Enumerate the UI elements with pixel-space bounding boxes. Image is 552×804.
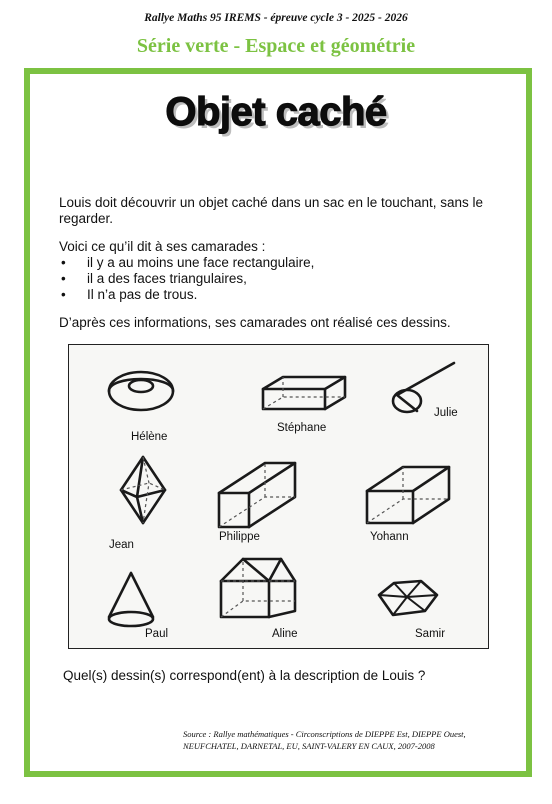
drawings-svg xyxy=(69,345,490,650)
box-drawing xyxy=(367,467,449,523)
after-paragraph: D’après ces informations, ses camarades ont réalisé ces dessins. xyxy=(59,315,451,330)
series-title: Série verte - Espace et géométrie xyxy=(136,35,416,57)
drawing-label-jean: Jean xyxy=(109,539,134,551)
pyramid-drawing xyxy=(379,581,437,615)
page-title: Objet caché xyxy=(165,90,387,134)
clue-list xyxy=(59,255,314,303)
intro-paragraph: Louis doit découvrir un objet caché dans un sac en le touchant, sans le regarder. xyxy=(59,195,484,226)
torus-drawing xyxy=(109,372,173,410)
drawing-label-samir: Samir xyxy=(415,628,446,640)
octahedron-drawing xyxy=(121,457,165,523)
house-solid-drawing xyxy=(221,559,295,617)
says-paragraph: Voici ce qu’il dit à ses camarades : xyxy=(59,239,266,254)
source-text: Rallye mathématiques - Circonscriptions de DIEPPE Est, DIEPPE Ouest, NEUFCHATEL, DARNETAL, EU, SAINT-VALERY EN CAUX, 2007-2008 xyxy=(183,729,466,751)
clue-item: • il a des faces triangulaires, xyxy=(59,271,314,287)
drawing-label-stephane: Stéphane xyxy=(277,422,327,434)
clue-item: • Il n’a pas de trous. xyxy=(59,287,314,303)
cone-drawing xyxy=(109,573,153,626)
drawings-figure xyxy=(68,344,489,649)
drawing-label-helene: Hélène xyxy=(131,431,168,443)
drawing-label-yohann: Yohann xyxy=(370,531,409,543)
header-top-line: Rallye Maths 95 IREMS - épreuve cycle 3 - 2025 - 2026 xyxy=(144,12,408,24)
drawing-label-philippe: Philippe xyxy=(219,531,260,543)
source-citation xyxy=(183,728,513,752)
question-text: Quel(s) dessin(s) correspond(ent) à la description de Louis ? xyxy=(63,668,426,683)
drawing-label-aline: Aline xyxy=(272,628,298,640)
cone-lying-drawing xyxy=(393,363,454,412)
drawing-label-paul: Paul xyxy=(145,628,169,640)
tilted-prism-drawing xyxy=(219,463,295,527)
clue-item: • il y a au moins une face rectangulaire, xyxy=(59,255,314,271)
rectangular-prism-drawing xyxy=(263,377,345,409)
drawing-label-julie: Julie xyxy=(434,407,458,419)
source-prefix: Source : xyxy=(183,729,214,739)
